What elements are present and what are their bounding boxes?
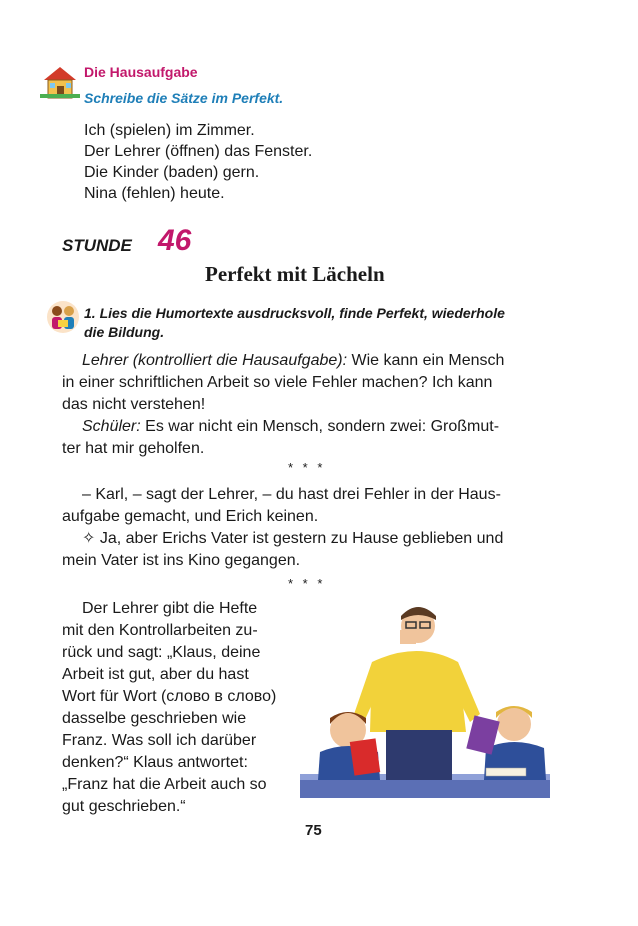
task-line: die Bildung.: [84, 324, 165, 340]
text-line: gut geschrieben.“: [62, 798, 186, 815]
text-line: mit den Kontrollarbeiten zu-: [62, 622, 258, 639]
text-line: in einer schriftlichen Arbeit so viele Fehler machen? Ich kann: [62, 374, 493, 391]
text-line: – Karl, – sagt der Lehrer, – du hast drei Fehler in der Haus-: [82, 486, 501, 503]
speaker-student: Schüler:: [82, 418, 141, 435]
reading-children-icon: [46, 300, 80, 334]
task-instruction: [84, 304, 564, 342]
page-number: 75: [305, 822, 322, 839]
homework-sentence: Die Kinder (baden) gern.: [84, 164, 260, 181]
text-line: ter hat mir geholfen.: [62, 440, 205, 457]
separator-stars: * * *: [288, 460, 326, 475]
homework-title: Die Hausaufgabe: [84, 64, 198, 80]
text-line: ✧ Ja, aber Erichs Vater ist gestern zu Hause geblieben und: [82, 530, 504, 547]
humor-text-1: [62, 350, 562, 460]
text-line: Franz. Was soll ich darüber: [62, 732, 257, 749]
text-line: dasselbe geschrieben wie: [62, 710, 247, 727]
homework-instruction: Schreibe die Sätze im Perfekt.: [84, 90, 284, 106]
homework-house-icon: [40, 64, 80, 100]
text-line: Arbeit ist gut, aber du hast: [62, 666, 249, 683]
lesson-label: STUNDE: [62, 236, 132, 255]
speaker-teacher: Lehrer (kontrolliert die Hausaufgabe):: [82, 352, 348, 369]
text-line: mein Vater ist ins Kino gegangen.: [62, 552, 301, 569]
text-line: aufgabe gemacht, und Erich keinen.: [62, 508, 319, 525]
task-line: 1. Lies die Humortexte ausdrucksvoll, finde Perfekt, wiederhole: [84, 305, 505, 321]
homework-sentence: Ich (spielen) im Zimmer.: [84, 122, 255, 139]
text-line: denken?“ Klaus antwortet:: [62, 754, 248, 771]
humor-text-3: [62, 598, 295, 818]
lesson-title: Perfekt mit Lächeln: [205, 262, 385, 286]
text-line: das nicht verstehen!: [62, 396, 206, 413]
text-line: Es war nicht ein Mensch, sondern zwei: Großmut-: [140, 418, 500, 435]
text-line: Wort für Wort (слово в слово): [62, 688, 277, 705]
homework-sentence: Der Lehrer (öffnen) das Fenster.: [84, 143, 313, 160]
separator-stars: * * *: [288, 576, 326, 591]
lesson-number: 46: [158, 224, 192, 257]
text-line: „Franz hat die Arbeit auch so: [62, 776, 267, 793]
classroom-illustration: [300, 602, 550, 798]
text-line: rück und sagt: „Klaus, deine: [62, 644, 261, 661]
text-line: Wie kann ein Mensch: [347, 352, 505, 369]
text-line: Der Lehrer gibt die Hefte: [82, 600, 258, 617]
humor-text-2: [62, 484, 562, 572]
homework-sentence: Nina (fehlen) heute.: [84, 185, 225, 202]
